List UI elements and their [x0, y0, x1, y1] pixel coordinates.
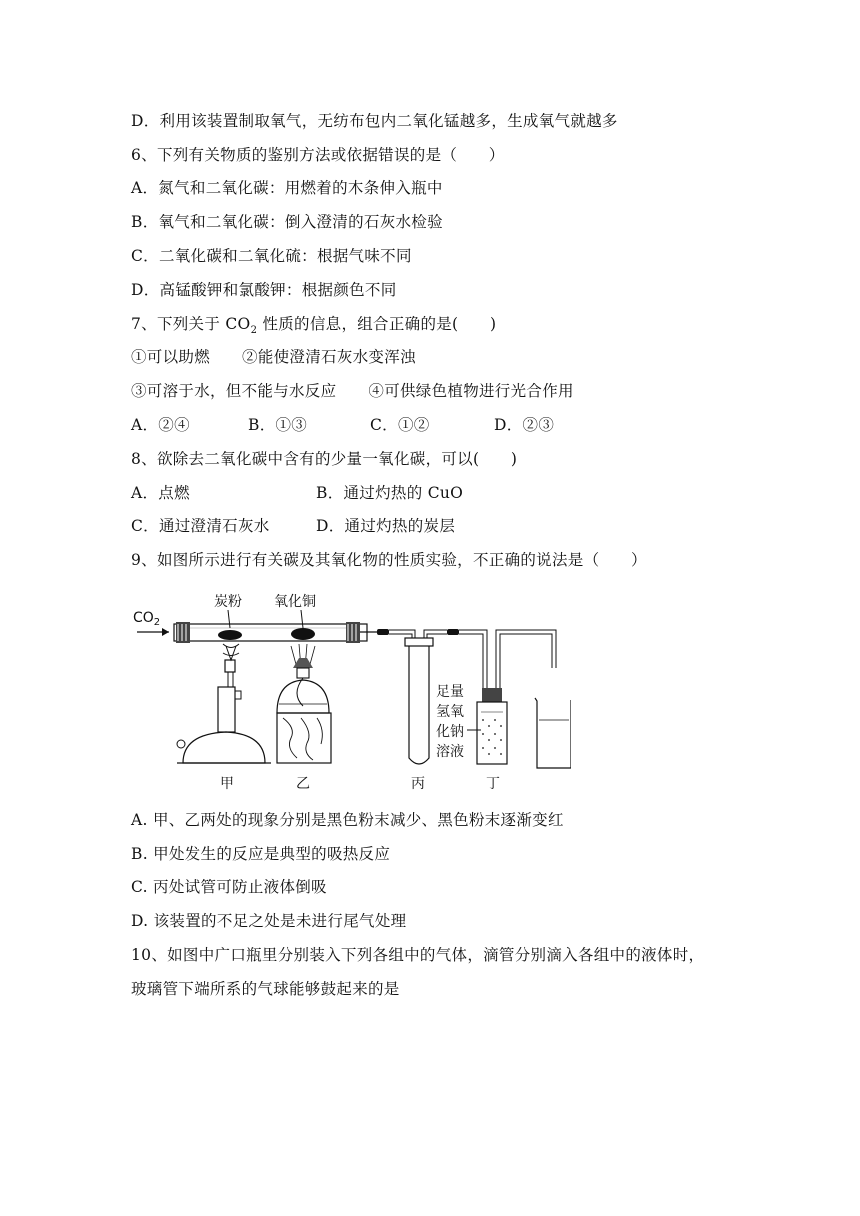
beaker: [535, 698, 571, 768]
q6-option-a: A．氮气和二氧化碳：用燃着的木条伸入瓶中: [131, 179, 443, 197]
q6-option-d: D．高锰酸钾和氯酸钾：根据颜色不同: [131, 281, 397, 299]
q7-items-row-1: [131, 346, 416, 368]
naoh-label-line1: 足量: [436, 684, 464, 700]
q7-stem: [131, 313, 496, 342]
q8-options-row-2: [131, 515, 455, 537]
naoh-label-line2: 氢氧: [436, 704, 464, 720]
q7-item-4: ④可供绿色植物进行光合作用: [368, 382, 574, 400]
q5-option-d: D．利用该装置制取氧气，无纺布包内二氧化锰越多，生成氧气就越多: [131, 112, 618, 130]
q7-stem-post: 性质的信息，组合正确的是( ): [257, 315, 497, 333]
co2-label: $CO_2$: [133, 610, 161, 628]
q7-item-2: ②能使澄清石灰水变浑浊: [242, 348, 416, 366]
q7-option-c: C．①②: [370, 416, 430, 434]
alcohol-lamp-with-mesh: [277, 644, 331, 763]
q7-items-row-2: [131, 380, 574, 402]
q7-option-b: B．①③: [248, 416, 308, 434]
label-yi: 乙: [296, 776, 310, 792]
q8-option-b: B．通过灼热的 CuO: [316, 484, 464, 502]
arrow-head-icon: [162, 628, 169, 636]
label-bing: 丙: [411, 776, 425, 792]
q6-option-c: C．二氧化碳和二氧化硫：根据气味不同: [131, 247, 412, 265]
q7-stem-sub: 2: [250, 325, 258, 337]
q8-options-row-1: [131, 482, 463, 504]
q6-stem: 6、下列有关物质的鉴别方法或依据错误的是（ ）: [131, 146, 505, 164]
naoh-label-line3: 化钠: [436, 724, 464, 740]
copper-oxide-label: 氧化铜: [274, 594, 316, 610]
gas-bottle-ding: [477, 688, 507, 764]
test-tube-bing: [405, 638, 433, 764]
q9-stem: 9、如图所示进行有关碳及其氧化物的性质实验，不正确的说法是（ ）: [131, 551, 647, 569]
q9-option-b: B. 甲处发生的反应是典型的吸热反应: [131, 845, 391, 863]
q9-option-c: C. 丙处试管可防止液体倒吸: [131, 878, 327, 896]
q8-option-d: D．通过灼热的炭层: [316, 517, 456, 535]
wooden-block: [277, 713, 331, 763]
q9-option-d: D. 该装置的不足之处是未进行尾气处理: [131, 912, 407, 930]
carbon-powder: [218, 630, 242, 640]
hard-glass-tube: [174, 622, 367, 643]
label-jia: 甲: [220, 776, 234, 792]
q7-item-1: ①可以助燃: [131, 348, 211, 366]
label-ding: 丁: [486, 776, 500, 792]
q8-option-a: A．点燃: [131, 484, 190, 502]
q9-apparatus-figure: [131, 588, 571, 798]
carbon-powder-label: 炭粉: [214, 594, 242, 610]
q7-item-3: ③可溶于水，但不能与水反应: [131, 382, 337, 400]
naoh-label-line4: 溶液: [436, 744, 464, 760]
q7-option-a: A．②④: [131, 416, 190, 434]
q8-option-c: C．通过澄清石灰水: [131, 517, 270, 535]
q9-option-a: A. 甲、乙两处的现象分别是黑色粉末减少、黑色粉末逐渐变红: [131, 811, 564, 829]
alcohol-blast-lamp: [177, 644, 271, 763]
q6-option-b: B．氧气和二氧化碳：倒入澄清的石灰水检验: [131, 213, 443, 231]
q7-stem-pre: 7、下列关于 CO: [131, 315, 251, 333]
q7-option-d: D．②③: [494, 416, 555, 434]
q7-options: [131, 414, 554, 436]
q10-stem-line1: 10、如图中广口瓶里分别装入下列各组中的气体，滴管分别滴入各组中的液体时，: [131, 946, 705, 964]
q10-stem-line2: 玻璃管下端所系的气球能够鼓起来的是: [131, 980, 400, 998]
copper-oxide-powder: [291, 628, 315, 640]
q8-stem: 8、欲除去二氧化碳中含有的少量一氧化碳，可以( ): [131, 450, 518, 468]
